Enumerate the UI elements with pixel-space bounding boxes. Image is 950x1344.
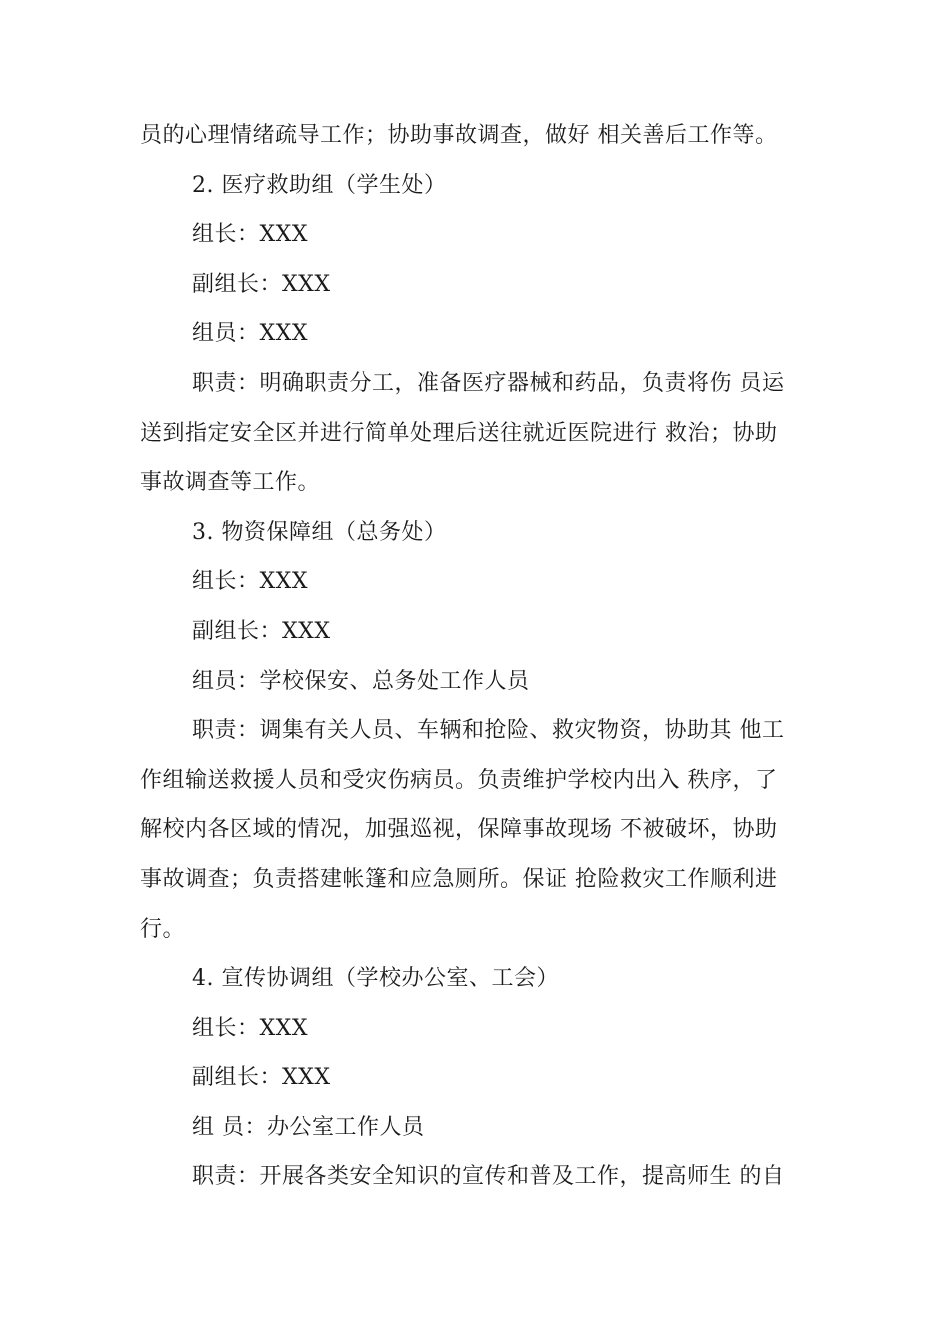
text-line: 事故调查；负责搭建帐篷和应急厕所。保证 抢险救灾工作顺利进 — [140, 866, 778, 892]
duties-paragraph — [140, 706, 820, 954]
member-line — [140, 1103, 820, 1153]
text-line: 副组长：XXX — [192, 618, 331, 644]
text-line: 员的心理情绪疏导工作；协助事故调查，做好 相关善后工作等。 — [140, 123, 778, 148]
section-heading-medical-rescue — [140, 161, 820, 211]
text-line: 组长：XXX — [192, 222, 308, 248]
leader-line — [140, 210, 820, 260]
text-line: 职责：开展各类安全知识的宣传和普及工作，提高师生 的自 — [192, 1164, 785, 1190]
text-line: 职责：调集有关人员、车辆和抢险、救灾物资，协助其 他工 — [192, 718, 785, 744]
document-body — [140, 111, 820, 1202]
member-line — [140, 309, 820, 359]
text-line: 行。 — [140, 916, 186, 942]
deputy-leader-line — [140, 1053, 820, 1103]
member-line — [140, 657, 820, 707]
deputy-leader-line — [140, 607, 820, 657]
section-heading-publicity — [140, 954, 820, 1004]
deputy-leader-line — [140, 260, 820, 310]
text-line: 组长：XXX — [192, 1015, 308, 1041]
text-line: 送到指定安全区并进行简单处理后送往就近医院进行 救治；协助 — [140, 420, 778, 446]
leader-line — [140, 557, 820, 607]
text-line: 组 员：办公室工作人员 — [192, 1114, 425, 1140]
duties-paragraph — [140, 1152, 820, 1202]
duties-paragraph — [140, 359, 820, 508]
text-line: 解校内各区域的情况，加强巡视，保障事故现场 不被破坏，协助 — [140, 817, 778, 843]
text-line: 事故调查等工作。 — [140, 470, 321, 496]
section-heading-supplies — [140, 508, 820, 558]
text-line: 副组长：XXX — [192, 1065, 331, 1091]
text-line: 4. 宣传协调组（学校办公室、工会） — [192, 966, 559, 992]
paragraph-continuation — [140, 111, 820, 161]
text-line: 组员：XXX — [192, 321, 308, 347]
text-line: 组员：学校保安、总务处工作人员 — [192, 668, 530, 694]
text-line: 副组长：XXX — [192, 271, 331, 297]
text-line: 3. 物资保障组（总务处） — [192, 519, 447, 545]
text-line: 职责：明确职责分工，准备医疗器械和药品，负责将伤 员运 — [192, 370, 785, 396]
leader-line — [140, 1004, 820, 1054]
text-line: 组长：XXX — [192, 569, 308, 595]
text-line: 作组输送救援人员和受灾伤病员。负责维护学校内出入 秩序，了 — [140, 767, 778, 793]
text-line: 2. 医疗救助组（学生处） — [192, 172, 447, 198]
